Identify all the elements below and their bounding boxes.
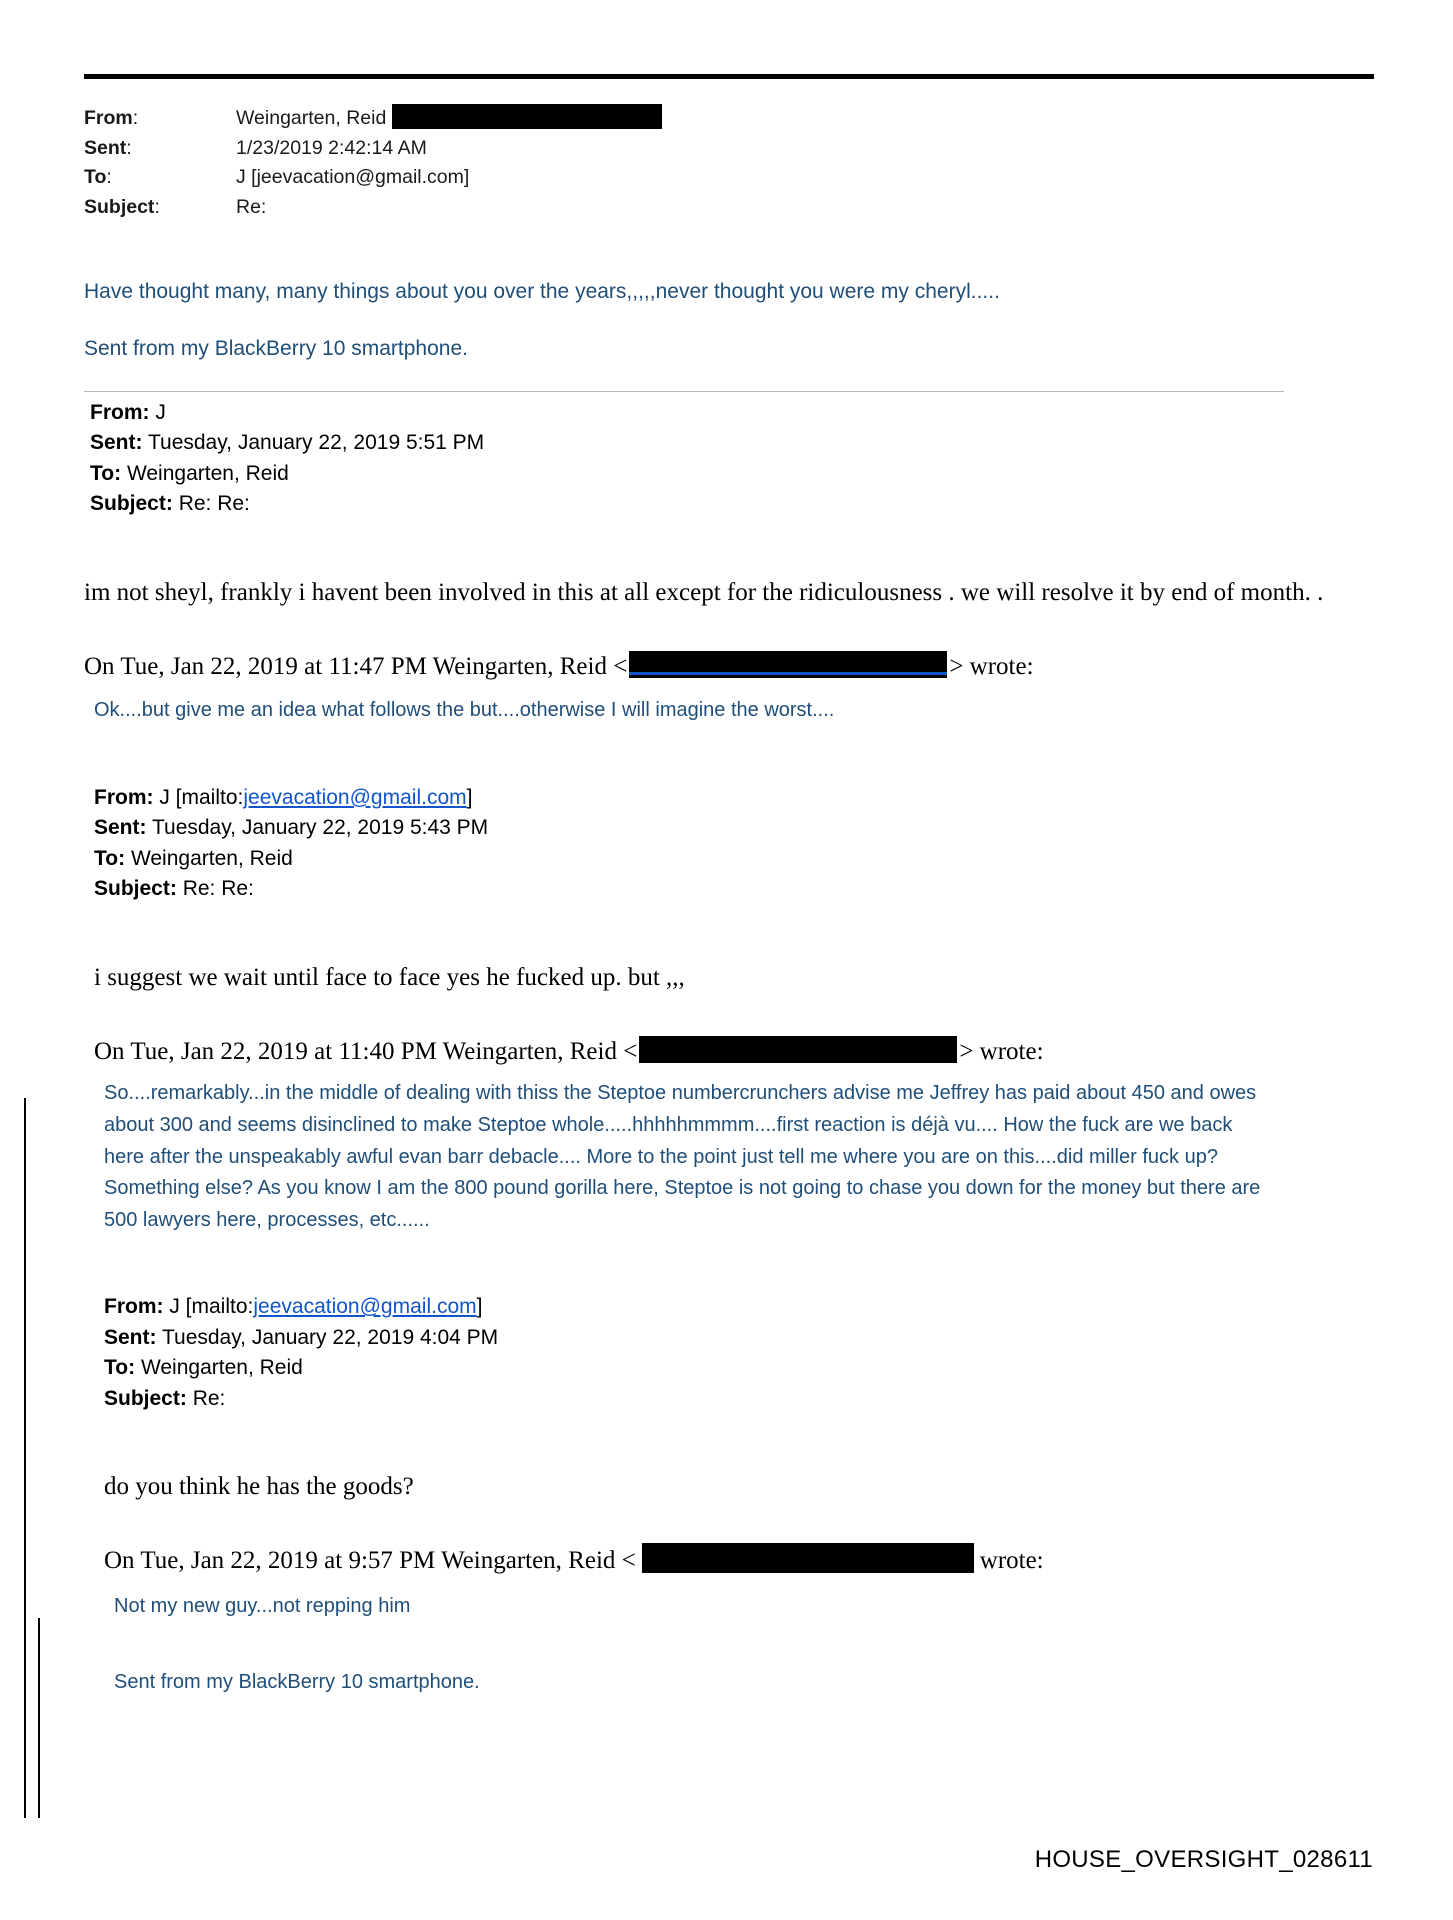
quote1-sent: Sent: Tuesday, January 22, 2019 5:51 PM <box>90 431 485 455</box>
document-content <box>84 74 1374 1699</box>
quote1-header <box>90 398 1374 520</box>
header-value-to: J [jeevacation@gmail.com] <box>236 166 470 189</box>
redaction-bar-email-3 <box>642 1543 974 1573</box>
quote5-from: From: J [mailto:jeevacation@gmail.com] <box>104 1295 483 1319</box>
quote1-body: im not sheyl, frankly i havent been involved in this at all except for the ridiculousness . we will resolve it by end of month. . <box>84 578 1324 606</box>
quote2-body: Ok....but give me an idea what follows the but....otherwise I will imagine the worst.... <box>94 699 835 722</box>
quote-level-bar-3 <box>38 1618 40 1818</box>
quote5-sent: Sent: Tuesday, January 22, 2019 4:04 PM <box>104 1325 499 1349</box>
quote3-header <box>94 783 1374 905</box>
quote4-body: So....remarkably...in the middle of dealing with thiss the Steptoe numbercrunchers advise me Jeffrey has paid about 450 and owes about 300 and seems disinclined to make Steptoe whole.....hhhhhmmmm....first reaction is déjà vu.... How the fuck are we back here after the unspeakably awful evan barr debacle.... More to the point just tell me where you are on this....did miller fuck up? Something else? As you know I am the 800 pound gorilla here, Steptoe is not going to chase you down for the money but there are 500 lawyers here, processes, etc...... <box>104 1082 1261 1231</box>
header-label-subject: Subject: <box>84 196 160 219</box>
bates-number: HOUSE_OVERSIGHT_028611 <box>1034 1846 1373 1873</box>
quote2-wrote-line: On Tue, Jan 22, 2019 at 11:47 PM Weingarten, Reid < > wrote: <box>84 652 1034 680</box>
redaction-bar-email-2 <box>639 1036 957 1063</box>
header-value-from: Weingarten, Reid <box>236 105 662 135</box>
header-label-sent: Sent: <box>84 136 132 159</box>
quote1-from: From: J <box>90 400 166 424</box>
email-header <box>84 105 662 224</box>
quote5-to: To: Weingarten, Reid <box>104 1356 303 1380</box>
quote3-sent: Sent: Tuesday, January 22, 2019 5:43 PM <box>94 816 489 840</box>
quote1-to: To: Weingarten, Reid <box>90 461 289 485</box>
quote3-subject: Subject: Re: Re: <box>94 877 254 901</box>
header-rule <box>84 74 1374 79</box>
quote3-to: To: Weingarten, Reid <box>94 846 293 870</box>
quote4-wrote-line: On Tue, Jan 22, 2019 at 11:40 PM Weingarten, Reid < > wrote: <box>94 1037 1044 1065</box>
quote3-from-email-link[interactable]: jeevacation@gmail.com <box>243 785 467 809</box>
quote1-subject: Subject: Re: Re: <box>90 492 250 516</box>
quote5-subject: Subject: Re: <box>104 1386 226 1410</box>
redaction-bar-email-1 <box>629 651 947 678</box>
message-body <box>84 276 1374 365</box>
redaction-bar-from-address <box>392 104 662 129</box>
quote5-from-email-link[interactable]: jeevacation@gmail.com <box>253 1295 477 1319</box>
quote3-from: From: J [mailto:jeevacation@gmail.com] <box>94 785 473 809</box>
quote6-signature: Sent from my BlackBerry 10 smartphone. <box>114 1670 480 1693</box>
header-row-subject <box>84 194 662 224</box>
header-label-from: From: <box>84 107 139 129</box>
quote-level-bar-2 <box>24 1618 26 1818</box>
header-row-from <box>84 105 662 135</box>
quote3-body: i suggest we wait until face to face yes he fucked up. but ,,, <box>94 963 685 991</box>
quote6-body: Not my new guy...not repping him <box>114 1595 411 1618</box>
quote5-body: do you think he has the goods? <box>104 1473 414 1501</box>
message-line-1: Have thought many, many things about you over the years,,,,,never thought you were my cheryl..... <box>84 279 1000 303</box>
message-signature: Sent from my BlackBerry 10 smartphone. <box>84 337 468 361</box>
header-label-to: To: <box>84 166 112 189</box>
quote6-wrote-line: On Tue, Jan 22, 2019 at 9:57 PM Weingarten, Reid < wrote: <box>104 1547 1374 1577</box>
quote5-header <box>104 1292 1374 1414</box>
header-value-subject: Re: <box>236 196 267 219</box>
quote-divider <box>84 391 1284 392</box>
header-row-to <box>84 164 662 194</box>
header-value-sent: 1/23/2019 2:42:14 AM <box>236 136 427 159</box>
header-row-sent <box>84 135 662 165</box>
